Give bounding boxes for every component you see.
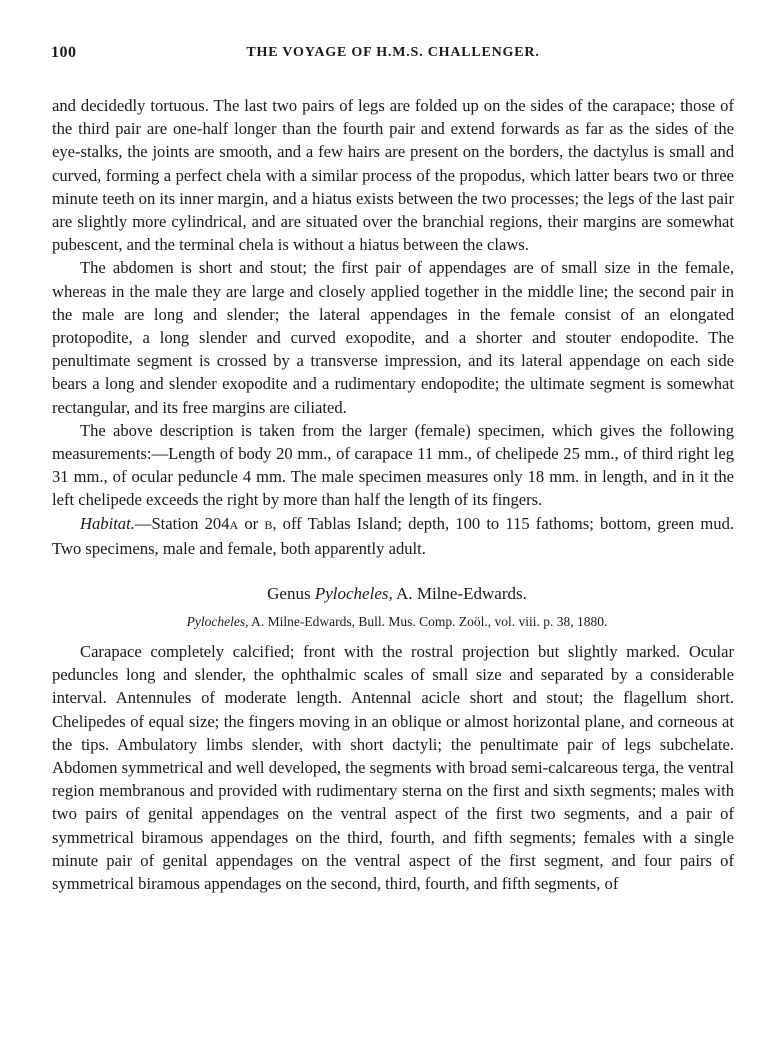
habitat-station-a: A — [229, 517, 239, 532]
habitat-details: , off Tablas Island; depth, 100 to 115 fathoms; bottom, green mud. Two specimens, male and female, both apparently adult. — [52, 513, 735, 558]
genus-name: Pylocheles — [314, 584, 389, 604]
paragraph-abdomen: The abdomen is short and stout; the first pair of appendages are of small size in the female, whereas in the male they are large and closely applied together in the middle line; the second pair in the male are long and slender; the lateral appendages in the female consist of an elongated protopodite, a long slender and curved exopodite, and a shorter and stouter endopodite. The penultimate segment is crossed by a transverse impression, and its lateral appendage on each side bears a long and slender exopodite and a rudimentary endopodite; the ultimate segment is somewhat rectangular, and its free margins are ciliated. — [52, 258, 734, 417]
citation-text: , A. Milne-Edwards, Bull. Mus. Comp. Zoöl., vol. viii. p. 38, 1880. — [245, 614, 608, 630]
book-page — [52, 44, 734, 895]
page-number: 100 — [51, 44, 77, 61]
running-title: THE VOYAGE OF H.M.S. CHALLENGER. — [246, 45, 540, 60]
habitat-station-b: B — [264, 517, 273, 532]
genus-heading — [52, 582, 734, 606]
paragraph-genus-diagnosis: Carapace completely calcified; front with the rostral projection but slightly marked. Ocular peduncles long and slender, the ophthalmic scales of small size and separated by a considerable interval. Antennules of moderate length. Antennal acicle short and stout; the flagellum short. Chelipedes of equal size; the fingers moving in an oblique or almost horizontal plane, and corneous at the tips. Ambulatory limbs slender, with short dactyli; the penultimate pair of legs subchelate. Abdomen symmetrical and well developed, the segments with broad semi-calcareous terga, the ventral region membranous and provided with rudimentary sterna on the first and sixth segments; males with two pairs of genital appendages on the ventral aspect of the first two segments, and a pair of symmetrical biramous appendages on the third, fourth, and fifth segments; females with a single minute pair of genital appendages on the ventral aspect of the first segment, and four pairs of symmetrical biramous appendages on the second, third, fourth, and fifth segments, of — [52, 642, 734, 894]
running-head — [52, 44, 734, 70]
citation-name: Pylocheles — [186, 614, 246, 630]
habitat-label: Habitat. — [80, 513, 135, 533]
paragraph-measurements: The above description is taken from the larger (female) specimen, which gives the following measurements:—Length of body 20 mm., of carapace 11 mm., of chelipede 25 mm., of third right leg 31 mm., of ocular peduncle 4 mm. The male specimen measures only 18 mm. in length, and in it the left chelipede exceeds the right by more than half the length of its fingers. — [52, 420, 734, 510]
genus-citation — [52, 612, 734, 632]
genus-prefix: Genus — [267, 584, 315, 604]
paragraph-legs: and decidedly tortuous. The last two pairs of legs are folded up on the sides of the carapace; those of the third pair are one-half longer than the fourth pair and extend forwards as far as the sides of the eye-stalks, the joints are smooth, and a few hairs are present on the borders, the dactylus is small and curved, forming a perfect chela with a similar process of the propodus, which latter bears two or three minute teeth on its inner margin, and a hiatus exists between the two processes; the legs of the last pair are slightly more cylindrical, and are situated over the branchial regions, their margins are somewhat pubescent, and the terminal chela is without a hiatus between the claws. — [52, 96, 734, 255]
section-description — [52, 94, 734, 560]
habitat-or: or — [238, 513, 265, 533]
habitat-station: —Station 204 — [134, 513, 230, 533]
section-genus-description — [52, 640, 734, 895]
paragraph-habitat — [52, 512, 734, 560]
genus-authority: , A. Milne-Edwards. — [388, 584, 527, 604]
